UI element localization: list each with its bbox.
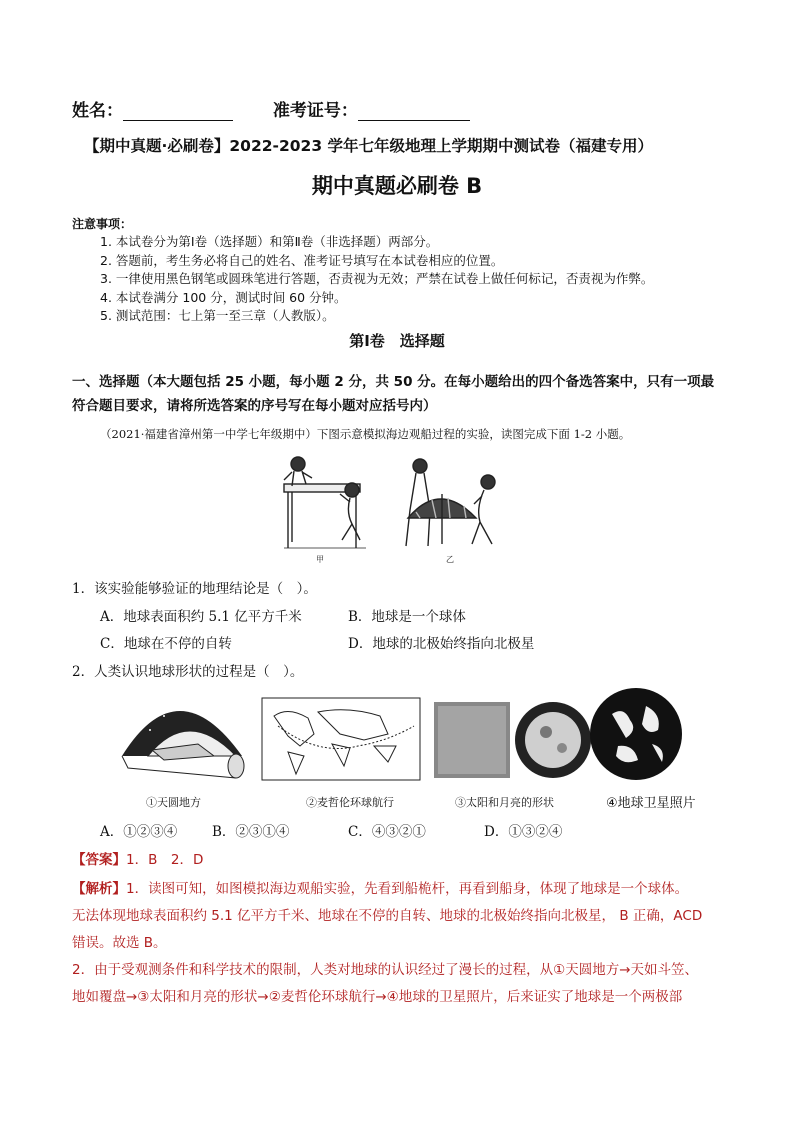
q1-option-c[interactable]: C．地球在不停的自转 — [100, 636, 232, 652]
note-item: 1. 本试卷分为第Ⅰ卷（选择题）和第Ⅱ卷（非选择题）两部分。 — [100, 234, 439, 249]
answer-row — [72, 848, 203, 868]
world-map-illustration — [262, 698, 420, 780]
note-item: 2. 答题前，考生务必将自己的姓名、准考证号填写在本试卷相应的位置。 — [100, 252, 504, 268]
answer-text: 1．B 2．D — [126, 852, 204, 868]
notes-heading: 注意事项： — [72, 217, 133, 231]
analysis-line: 错误。故选 B。 — [72, 935, 167, 951]
notes-list — [100, 233, 653, 326]
exam-no-field[interactable] — [358, 104, 470, 121]
analysis-label: 【解析】 — [72, 881, 126, 897]
question-2-stem: 2．人类认识地球形状的过程是（ ）。 — [72, 664, 304, 680]
figure-label-yi: 乙 — [446, 555, 454, 564]
sub-title: 期中真题必刷卷 B — [311, 174, 483, 198]
caption-3: ③太阳和月亮的形状 — [455, 796, 554, 809]
note-item: 4. 本试卷满分 100 分，测试时间 60 分钟。 — [100, 289, 347, 305]
figure-label-jia: 甲 — [316, 555, 324, 564]
satellite-earth-illustration — [590, 688, 682, 780]
context-text: （2021·福建省漳州第一中学七年级期中）下图示意模拟海边观船过程的实验，读图完成下面 1-2 小题。 — [100, 427, 631, 441]
analysis-block — [72, 876, 702, 1011]
sun-moon-illustration — [434, 702, 591, 778]
q2-option-c[interactable]: C．④③②① — [348, 824, 426, 840]
part-one-line: 符合题目要求，请将所选答案的序号写在每小题对应括号内） — [72, 398, 437, 414]
q1-option-b[interactable]: B．地球是一个球体 — [348, 609, 466, 625]
analysis-line: 2．由于受观测条件和科学技术的限制，人类对地球的认识经过了漫长的过程，从①天圆地方→天如斗笠、 — [72, 962, 699, 978]
q1-option-a[interactable]: A．地球表面积约 5.1 亿平方千米 — [100, 609, 302, 625]
dome-sky-illustration — [122, 709, 244, 778]
name-label: 姓名： — [72, 101, 123, 121]
experiment-figure — [270, 450, 520, 565]
exam-no-label: 准考证号： — [272, 101, 358, 121]
note-item: 5. 测试范围：七上第一至三章（人教版）。 — [100, 308, 335, 323]
table-scene-illustration — [284, 457, 366, 548]
umbrella-scene-illustration — [406, 459, 495, 546]
section-title: 第Ⅰ卷 选择题 — [349, 332, 445, 350]
q2-option-a[interactable]: A．①②③④ — [100, 824, 178, 840]
analysis-line: 1．读图可知，如图模拟海边观船实验，先看到船桅杆，再看到船身，体现了地球是一个球体。 — [126, 881, 689, 897]
q2-option-b[interactable]: B．②③①④ — [212, 824, 290, 840]
q2-option-d[interactable]: D．①③②④ — [484, 824, 563, 840]
note-item: 3. 一律使用黑色钢笔或圆珠笔进行答题，否责视为无效；严禁在试卷上做任何标记，否责视为作弊。 — [100, 271, 654, 286]
name-field[interactable] — [123, 104, 233, 121]
part-one-instructions — [72, 370, 714, 418]
answer-label: 【答案】 — [72, 852, 126, 868]
analysis-line: 地如覆盘→③太阳和月亮的形状→②麦哲伦环球航行→④地球的卫星照片，后来证实了地球是一个两极部 — [72, 989, 683, 1005]
caption-4: ④地球卫星照片 — [606, 796, 696, 811]
exam-title: 【期中真题·必刷卷】2022-2023 学年七年级地理上学期期中测试卷（福建专用） — [84, 137, 653, 155]
part-one-line: 一、选择题（本大题包括 25 小题，每小题 2 分，共 50 分。在每小题给出的四个备选答案中，只有一项最 — [72, 374, 715, 390]
header-name-row — [72, 96, 470, 121]
caption-1: ①天圆地方 — [146, 796, 201, 809]
earth-shape-figures — [118, 686, 683, 786]
caption-2: ②麦哲伦环球航行 — [306, 796, 394, 809]
question-1-stem: 1．该实验能够验证的地理结论是（ ）。 — [72, 581, 317, 597]
analysis-line: 无法体现地球表面积约 5.1 亿平方千米、地球在不停的自转、地球的北极始终指向北极星， B 正确，ACD — [72, 908, 703, 924]
q1-option-d[interactable]: D．地球的北极始终指向北极星 — [348, 636, 535, 652]
